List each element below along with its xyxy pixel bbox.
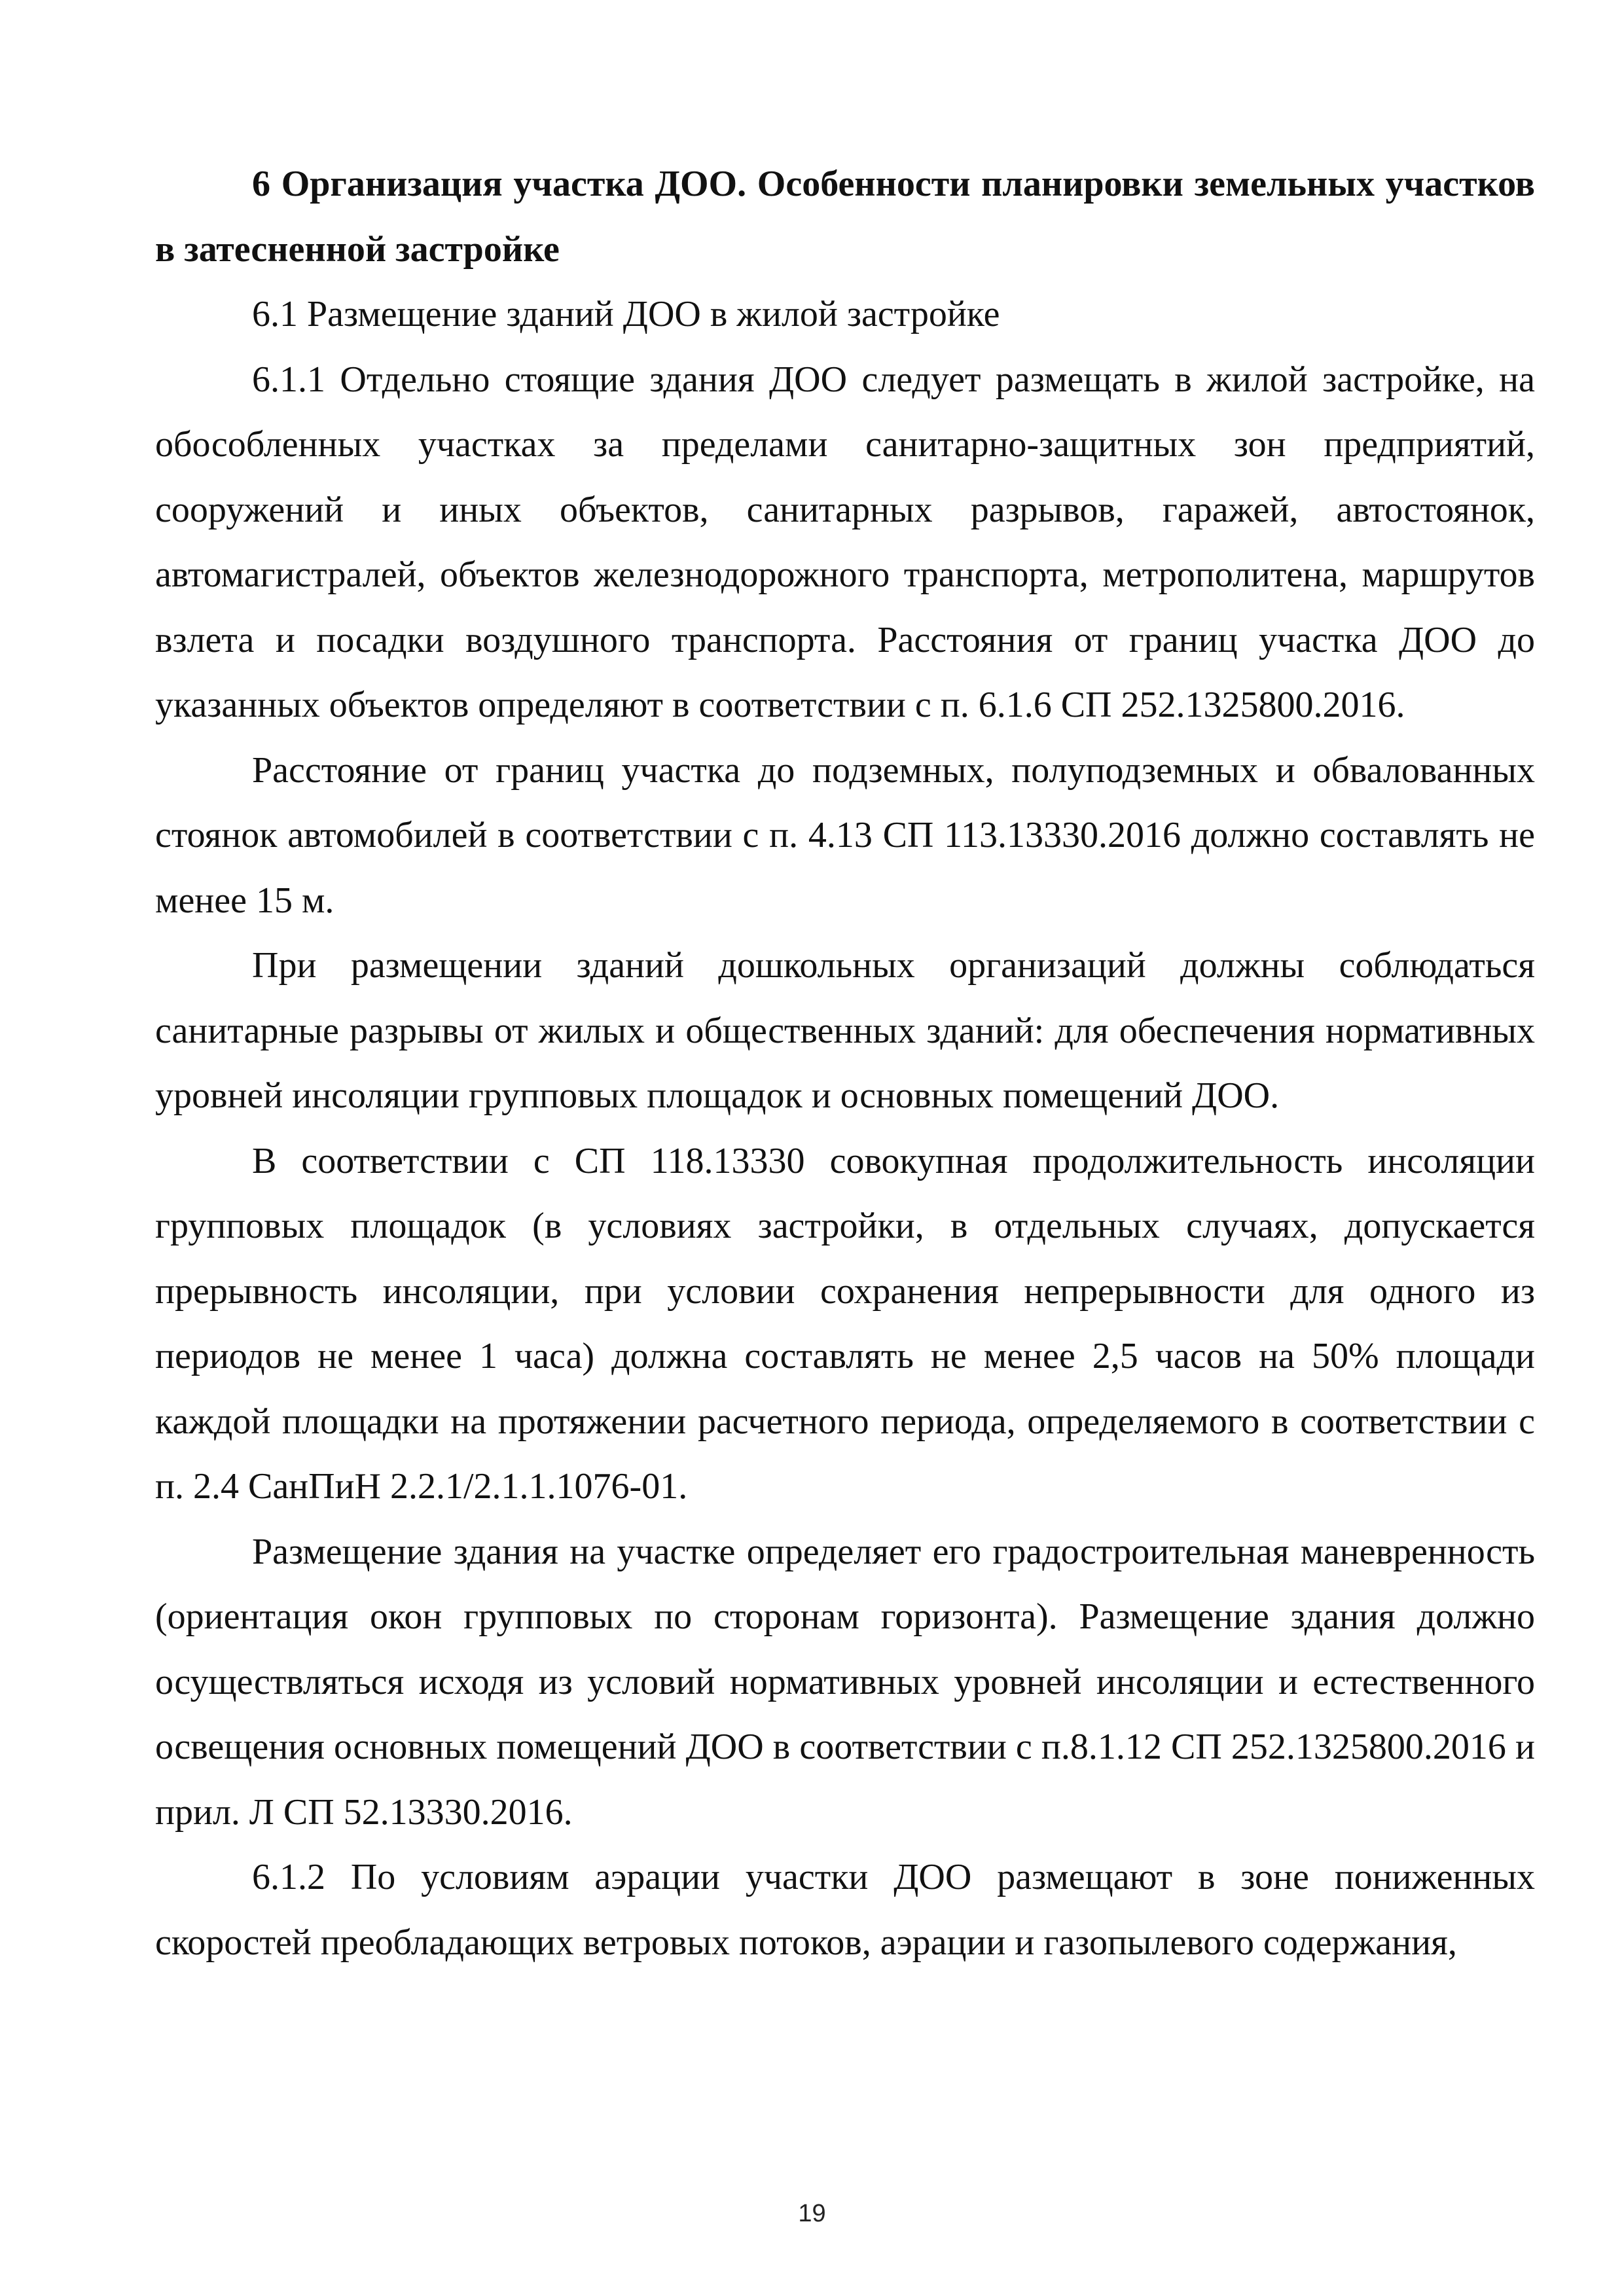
paragraph: 6.1.1 Отдельно стоящие здания ДОО следует размещать в жилой застройке, на обособленных участках за пределами санитарно-защитных зон предприятий, сооружений и иных объектов, санитарных разрывов, гаражей, автостоянок, автомагистралей, объектов железнодорожного транспорта, метрополитена, маршрутов взлета и посадки воздушного транспорта. Расстояния от границ участка ДОО до указанных объектов определяют в соответствии с п. 6.1.6 СП 252.1325800.2016.	[155, 359, 1535, 725]
paragraph: В соответствии с СП 118.13330 совокупная продолжительность инсоляции групповых площадок (в условиях застройки, в отдельных случаях, допускается прерывность инсоляции, при условии сохранения непрерывности для одного из периодов не менее 1 часа) должна составлять не менее 2,5 часов на 50% площади каждой площадки на протяжении расчетного периода, определяемого в соответствии с п. 2.4 СанПиН 2.2.1/2.1.1.1076-01.	[155, 1140, 1535, 1507]
paragraph: Расстояние от границ участка до подземных, полуподземных и обвалованных стоянок автомобилей в соответствии с п. 4.13 СП 113.13330.2016 должно составлять не менее 15 м.	[155, 749, 1535, 921]
page-body	[155, 152, 1535, 1975]
paragraph: При размещении зданий дошкольных организаций должны соблюдаться санитарные разрывы от жилых и общественных зданий: для обеспечения нормативных уровней инсоляции групповых площадок и основных помещений ДОО.	[155, 945, 1535, 1116]
paragraph: 6.1.2 По условиям аэрации участки ДОО размещают в зоне пониженных скоростей преобладающих ветровых потоков, аэрации и газопылевого содержания,	[155, 1857, 1535, 1963]
section-heading: 6 Организация участка ДОО. Особенности планировки земельных участков в затесненной застройке	[155, 164, 1535, 270]
page-number: 19	[798, 2200, 826, 2227]
paragraph: Размещение здания на участке определяет его градостроительная маневренность (ориентация окон групповых по сторонам горизонта). Размещение здания должно осуществляться исходя из условий нормативных уровней инсоляции и естественного освещения основных помещений ДОО в соответствии с п.8.1.12 СП 252.1325800.2016 и прил. Л СП 52.13330.2016.	[155, 1531, 1535, 1833]
subsection-title: 6.1 Размещение зданий ДОО в жилой застройке	[252, 294, 1000, 334]
